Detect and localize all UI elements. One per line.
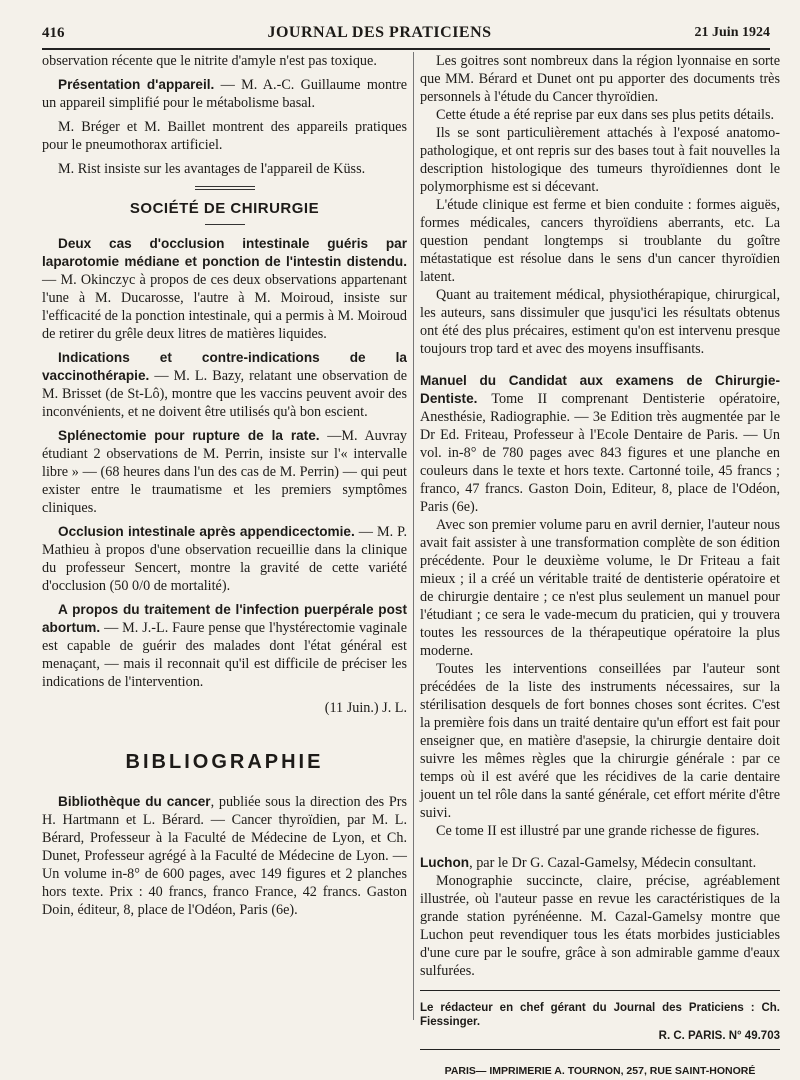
- entry-title: Deux cas d'occlusion intestinale guéris par laparotomie médiane et ponction de l'intestin distendu.: [42, 236, 407, 269]
- entry-title: Présentation d'appareil.: [58, 77, 215, 92]
- paragraph: Avec son premier volume paru en avril dernier, l'auteur nous avait fait assister à une transformation complète de son édition précédente. Pour le deuxième volume, le Dr Friteau a fait mieux ; il a créé un véritable traité de dentisterie opératoire et de chirurgie dentaire ; ce n'est plus seulement un manuel pour l'étudiant ; ce sera le vade-mecum du praticien, qui y trouvera toutes les ressources de la thérapeutique opératoire la plus moderne.: [420, 517, 780, 659]
- entry-title: Bibliothèque du cancer: [58, 794, 211, 809]
- entry-text: — M. Okinczyc à propos de ces deux observations appartenant l'une à M. Ducarosse, l'autre à M. Moiroud, insiste sur l'efficacité de la ponction intestinale, qui a permis à M. Moiroud de retirer du grêle deux litres de matières liquides.: [42, 272, 407, 342]
- page-number: 416: [42, 24, 65, 41]
- paragraph: Monographie succincte, claire, précise, agréablement illustrée, où l'auteur passe en revue les caractéristiques de la grande station pyrénéenne. M. Cazal-Gamelsy montre que Luchon peut revendiquer tous les états morbides justiciables d'une cure par le soufre, grâce à son admirable gamme d'eaux sulfurées.: [420, 873, 780, 979]
- journal-title: JOURNAL DES PRATICIENS: [267, 24, 492, 41]
- paragraph: [420, 854, 780, 872]
- left-column: [42, 52, 407, 919]
- paragraph: L'étude clinique est ferme et bien conduite : formes aiguës, formes médicales, cancers thyroïdiens aberrants, etc. La question pendant longtemps si troublante du goître métastatique est résolue dans le sens d'un cancer thyroïdien latent.: [420, 197, 780, 285]
- section-heading: SOCIÉTÉ DE CHIRURGIE: [129, 200, 320, 217]
- page-header: [42, 18, 770, 50]
- paragraph: [42, 523, 407, 595]
- paragraph: Quant au traitement médical, physiothérapique, chirurgical, les auteurs, sans dissimuler que jusqu'ici les résultats obtenus ont été des plus précaires, estiment qu'on est intervenu presque toujours trop tard et avec des moyens insuffisants.: [420, 287, 780, 357]
- footer-editor: Le rédacteur en chef gérant du Journal des Praticiens : Ch. Fiessinger.: [420, 1002, 780, 1028]
- paragraph: Toutes les interventions conseillées par l'auteur sont précédées de la liste des instruments nécessaires, sur la stérilisation desquels de fort bonnes choses sont écrites. C'est la première fois dans un traité dentaire qu'un effort est fait pour enseigner que, en matière d'asepsie, la chirurgie dentaire doit suivre les mêmes règles que la chirurgie générale : par ce temps où il est avéré que les récidives de la carie dentaire jouent un tel rôle dans la santé générale, cet effort mérite d'être suivi.: [420, 661, 780, 821]
- paragraph: [42, 76, 407, 112]
- footer-registry: R. C. PARIS. N° 49.703: [658, 1030, 780, 1042]
- paragraph: Ils se sont particulièrement attachés à l'exposé anatomo-pathologique, et ont repris sur des bases tout à fait nouvelles la description histologique des tumeurs thyroïdiennes dont le polymorphisme est si décevant.: [420, 125, 780, 195]
- entry-title: Luchon: [420, 855, 470, 870]
- signature: (11 Juin.) J. L.: [324, 700, 407, 716]
- entry-text: , publiée sous la direction des Prs H. Hartmann et L. Bérard. — Cancer thyroïdien, par M. L. Bérard, Professeur à la Faculté de Médecine de Lyon, et Ch. Dunet, Professeur agrégé à la Faculté de Médecine de Lyon. — Un volume in-8° de 600 pages, avec 149 figures et 2 planches hors texte. Prix : 40 francs, franco France, 42 francs. Gaston Doin, éditeur, 8, place de l'Odéon, Paris (6e).: [42, 794, 408, 918]
- entry-text: —M. Auvray étudiant 2 observations de M. Perrin, insiste sur l'« intervalle libre » — (68 heures dans l'un des cas de M. Perrin) — qui peut exister entre le traumatisme et les premiers symptômes cliniques.: [42, 428, 407, 516]
- paragraph: Cette étude a été reprise par eux dans ses plus petits détails.: [436, 107, 775, 123]
- entry-text: — M. L. Bazy, relatant une observation de M. Brisset (de St-Lô), montre que les vaccins peuvent avoir des inconvénients, et ne doivent être utilisés qu'à bon escient.: [42, 368, 407, 420]
- entry-text: — M. J.-L. Faure pense que l'hystérectomie vaginale est capable de guérir des malades dont l'état général est menaçant, — mais il reconnait qu'il est difficile de préciser les indications de l'intervention.: [42, 620, 407, 690]
- entry-title: Occlusion intestinale après appendicectomie.: [58, 524, 355, 539]
- entry-text: Tome II comprenant Dentisterie opératoire, Anesthésie, Radiographie. — 3e Edition très augmentée par le Dr Ed. Friteau, Professeur à l'Ecole Dentaire de Paris. — Un vol. in-8° de 780 pages avec 843 figures et une planche en couleurs dans le texte et hors texte. Cartonné toile, 45 francs ; franco, 47 francs. Gaston Doin, Editeur, 8, place de l'Odéon, Paris (6e).: [420, 391, 780, 515]
- entry-text: , par le Dr G. Cazal-Gamelsy, Médecin consultant.: [469, 855, 757, 871]
- ornament-rule: [205, 224, 245, 225]
- paragraph: [42, 793, 407, 919]
- footer-rule: [420, 1049, 780, 1050]
- right-column: [420, 52, 780, 1080]
- paragraph: Les goitres sont nombreux dans la région lyonnaise en sorte que MM. Bérard et Dunet ont pu apporter des documents très personnels à l'étude du Cancer thyroïdien.: [420, 53, 780, 105]
- paragraph: [420, 372, 780, 516]
- entry-text: — M. A.-C. Guillaume montre un appareil simplifié pour le métabolisme basal.: [42, 77, 408, 111]
- paragraph: [42, 427, 407, 517]
- paragraph: observation récente que le nitrite d'amyle n'est pas toxique.: [42, 53, 377, 69]
- paragraph: Ce tome II est illustré par une grande richesse de figures.: [436, 823, 760, 839]
- ornament-rule: [195, 186, 255, 190]
- paragraph: M. Bréger et M. Baillet montrent des appareils pratiques pour le pneumothorax artificiel.: [42, 119, 407, 153]
- column-divider: [413, 52, 414, 1020]
- entry-title: Splénectomie pour rupture de la rate.: [58, 428, 320, 443]
- issue-date: 21 Juin 1924: [694, 25, 770, 40]
- footer-rule: [420, 990, 780, 991]
- entry-title: A propos du traitement de l'infection puerpérale post abortum.: [42, 602, 407, 635]
- entry-title: Manuel du Candidat aux examens de Chirurgie-Dentiste.: [420, 373, 780, 406]
- paragraph: [42, 349, 407, 421]
- entry-text: — M. P. Mathieu à propos d'une observation recueillie dans la clinique du professeur Sencert, montre la gravité de cette variété d'occlusion (50 0/0 de mortalité).: [42, 524, 407, 594]
- paragraph: M. Rist insiste sur les avantages de l'appareil de Küss.: [58, 161, 366, 177]
- paragraph: [42, 235, 407, 343]
- entry-title: Indications et contre-indications de la vaccinothérapie.: [42, 350, 407, 383]
- paragraph: [42, 601, 407, 691]
- footer-printer: PARIS— IMPRIMERIE A. TOURNON, 257, RUE SAINT-HONORÉ: [444, 1065, 756, 1077]
- section-heading-bibliographie: BIBLIOGRAPHIE: [125, 751, 324, 773]
